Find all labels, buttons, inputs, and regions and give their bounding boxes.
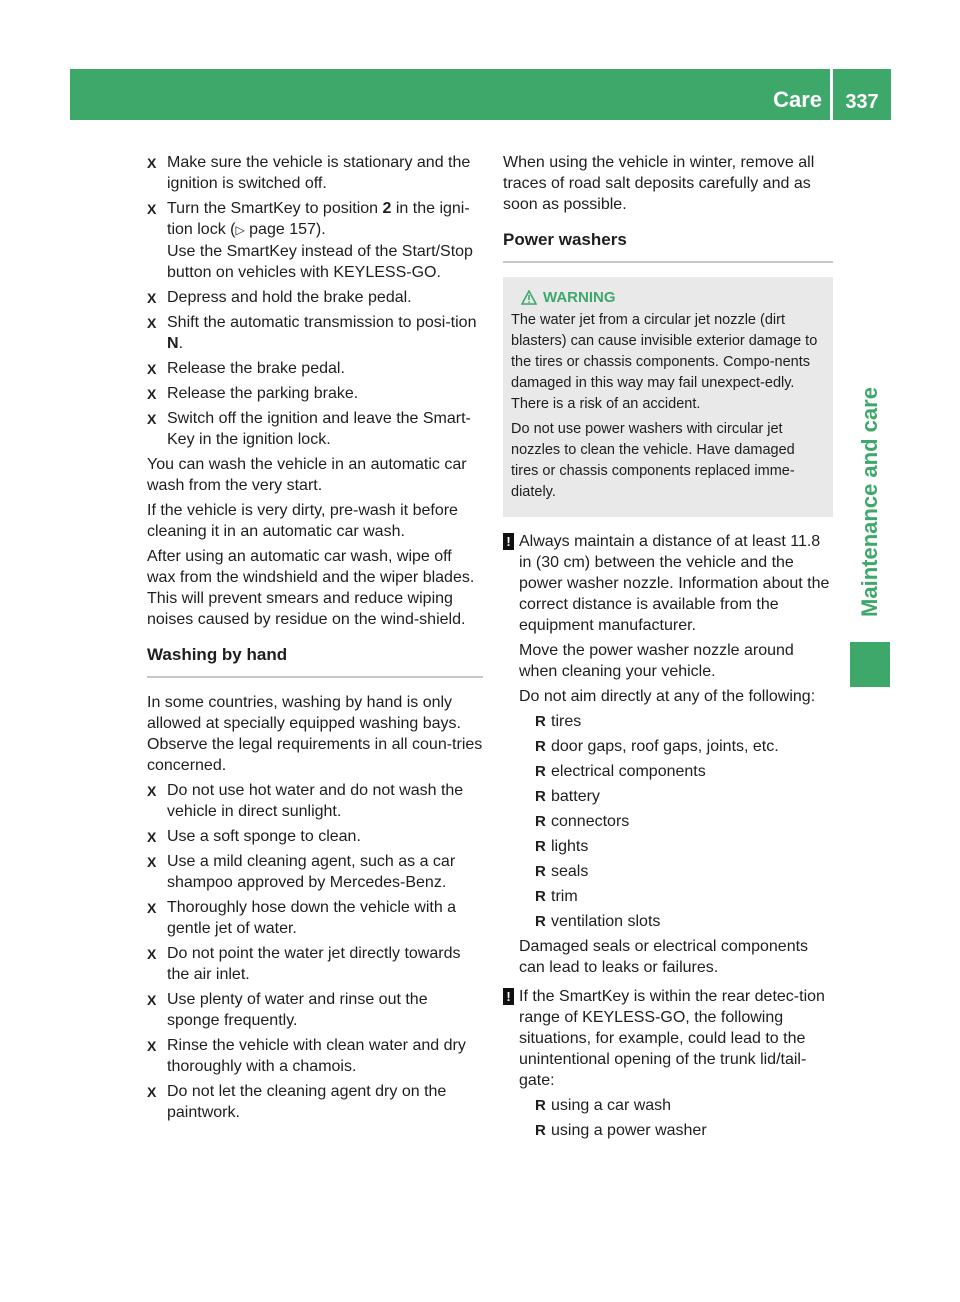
- step: X Use plenty of water and rinse out the sponge frequently.: [147, 991, 428, 1029]
- bullet-marker-icon: R: [535, 813, 546, 830]
- step-marker-icon: X: [147, 829, 157, 845]
- list-item: R ventilation slots: [535, 913, 661, 930]
- note-text: Damaged seals or electrical components can lead to leaks or failures.: [519, 938, 809, 976]
- step: X Use a soft sponge to clean.: [147, 826, 483, 847]
- exclamation-icon: !: [503, 988, 514, 1005]
- step-marker-icon: X: [147, 1038, 157, 1054]
- side-tab: [850, 372, 890, 632]
- step: X Do not use hot water and do not wash the vehicle in direct sunlight.: [147, 782, 464, 820]
- step: X Do not let the cleaning agent dry on the paintwork.: [147, 1083, 447, 1121]
- bullet-list: [519, 711, 833, 932]
- warning-text: Do not use power washers with circular jet nozzles to clean the vehicle. Have damaged tires or chassis components replaced imme-diately.: [511, 421, 795, 500]
- note-text: If the SmartKey is within the rear detec-tion range of KEYLESS-GO, the following situations, for example, could lead to the unintentional opening of the trunk lid/tail-gate:: [519, 988, 825, 1089]
- header-bar: [70, 69, 891, 120]
- bullet-marker-icon: R: [535, 1122, 546, 1139]
- note-text: Always maintain a distance of at least 11.8 in (30 cm) between the vehicle and the power washer nozzle. Information about the correct distance is available from the equipment manufacturer.: [519, 533, 830, 634]
- step: X Thoroughly hose down the vehicle with a gentle jet of water.: [147, 899, 457, 937]
- bullet-marker-icon: R: [535, 763, 546, 780]
- step: X Turn the SmartKey to position 2 in the igni-tion lock (▷ page 157). Use the SmartKey instead of the Start/Stop button on vehicles with KEYLESS-GO.: [147, 200, 473, 281]
- warning-text: The water jet from a circular jet nozzle (dirt blasters) can cause invisible exterior damage to the tires or chassis components. Compo-nents damaged in this way may fail unexpect-edly. There is a risk of an accident.: [511, 312, 818, 412]
- warning-triangle-icon: [521, 290, 537, 305]
- step-marker-icon: X: [147, 783, 157, 799]
- bullet-marker-icon: R: [535, 713, 546, 730]
- paragraph: You can wash the vehicle in an automatic car wash from the very start.: [147, 456, 467, 494]
- step-marker-icon: X: [147, 201, 157, 217]
- step-marker-icon: X: [147, 854, 157, 870]
- step: X Make sure the vehicle is stationary and the ignition is switched off.: [147, 154, 471, 192]
- bullet-marker-icon: R: [535, 838, 546, 855]
- bullet-list: [519, 1095, 833, 1141]
- note-block: [503, 986, 833, 1141]
- side-tab-label: Maintenance and care: [857, 387, 882, 617]
- section-heading-power-washers: Power washers: [503, 229, 833, 263]
- step: X Release the brake pedal.: [147, 358, 483, 379]
- note-text: Move the power washer nozzle around when cleaning your vehicle.: [519, 642, 794, 680]
- step: X Depress and hold the brake pedal.: [147, 287, 483, 308]
- step: X Use a mild cleaning agent, such as a car shampoo approved by Mercedes-Benz.: [147, 853, 456, 891]
- bullet-marker-icon: R: [535, 1097, 546, 1114]
- step-marker-icon: X: [147, 900, 157, 916]
- paragraph: If the vehicle is very dirty, pre-wash it before cleaning it in an automatic car wash.: [147, 502, 458, 540]
- bullet-marker-icon: R: [535, 738, 546, 755]
- step-marker-icon: X: [147, 946, 157, 962]
- step-marker-icon: X: [147, 386, 157, 402]
- bullet-marker-icon: R: [535, 788, 546, 805]
- right-column: [503, 152, 833, 1145]
- page-ref-arrow-icon: ▷: [235, 223, 245, 237]
- bullet-marker-icon: R: [535, 913, 546, 930]
- left-column: [147, 152, 483, 1127]
- list-item: R using a power washer: [535, 1122, 707, 1139]
- section-heading-washing: Washing by hand: [147, 644, 483, 678]
- step-marker-icon: X: [147, 315, 157, 331]
- list-item: R door gaps, roof gaps, joints, etc.: [535, 738, 779, 755]
- step: X Switch off the ignition and leave the Smart-Key in the ignition lock.: [147, 410, 471, 448]
- section-title: Care: [773, 87, 822, 112]
- step-marker-icon: X: [147, 361, 157, 377]
- paragraph: When using the vehicle in winter, remove all traces of road salt deposits carefully and as soon as possible.: [503, 154, 815, 213]
- list-item: R electrical components: [535, 763, 706, 780]
- step: X Shift the automatic transmission to posi-tion N.: [147, 314, 477, 352]
- step-marker-icon: X: [147, 1084, 157, 1100]
- list-item: R using a car wash: [535, 1097, 672, 1114]
- exclamation-icon: !: [503, 533, 514, 550]
- list-item: R battery: [535, 788, 600, 805]
- list-item: R lights: [535, 838, 589, 855]
- side-tab-marker: [850, 642, 890, 687]
- paragraph: After using an automatic car wash, wipe off wax from the windshield and the wiper blades. This will prevent smears and reduce wiping noises caused by residue on the wind-shield.: [147, 548, 475, 628]
- page-number: 337: [845, 91, 879, 113]
- step: X Release the parking brake.: [147, 383, 483, 404]
- bullet-marker-icon: R: [535, 863, 546, 880]
- paragraph: In some countries, washing by hand is only allowed at specially equipped washing bays. Observe the legal requirements in all coun-tries concerned.: [147, 694, 483, 774]
- step-marker-icon: X: [147, 992, 157, 1008]
- bullet-marker-icon: R: [535, 888, 546, 905]
- warning-title: WARNING: [521, 287, 825, 308]
- step: X Do not point the water jet directly towards the air inlet.: [147, 945, 461, 983]
- page-ref-link[interactable]: page 157).: [244, 221, 326, 238]
- note-text: Do not aim directly at any of the following:: [519, 688, 816, 705]
- warning-box: [503, 277, 833, 517]
- list-item: R tires: [535, 713, 582, 730]
- list-item: R trim: [535, 888, 578, 905]
- step-marker-icon: X: [147, 290, 157, 306]
- step-marker-icon: X: [147, 155, 157, 171]
- note-block: [503, 531, 833, 978]
- list-item: R seals: [535, 863, 589, 880]
- list-item: R connectors: [535, 813, 630, 830]
- step: X Rinse the vehicle with clean water and dry thoroughly with a chamois.: [147, 1037, 466, 1075]
- step-marker-icon: X: [147, 411, 157, 427]
